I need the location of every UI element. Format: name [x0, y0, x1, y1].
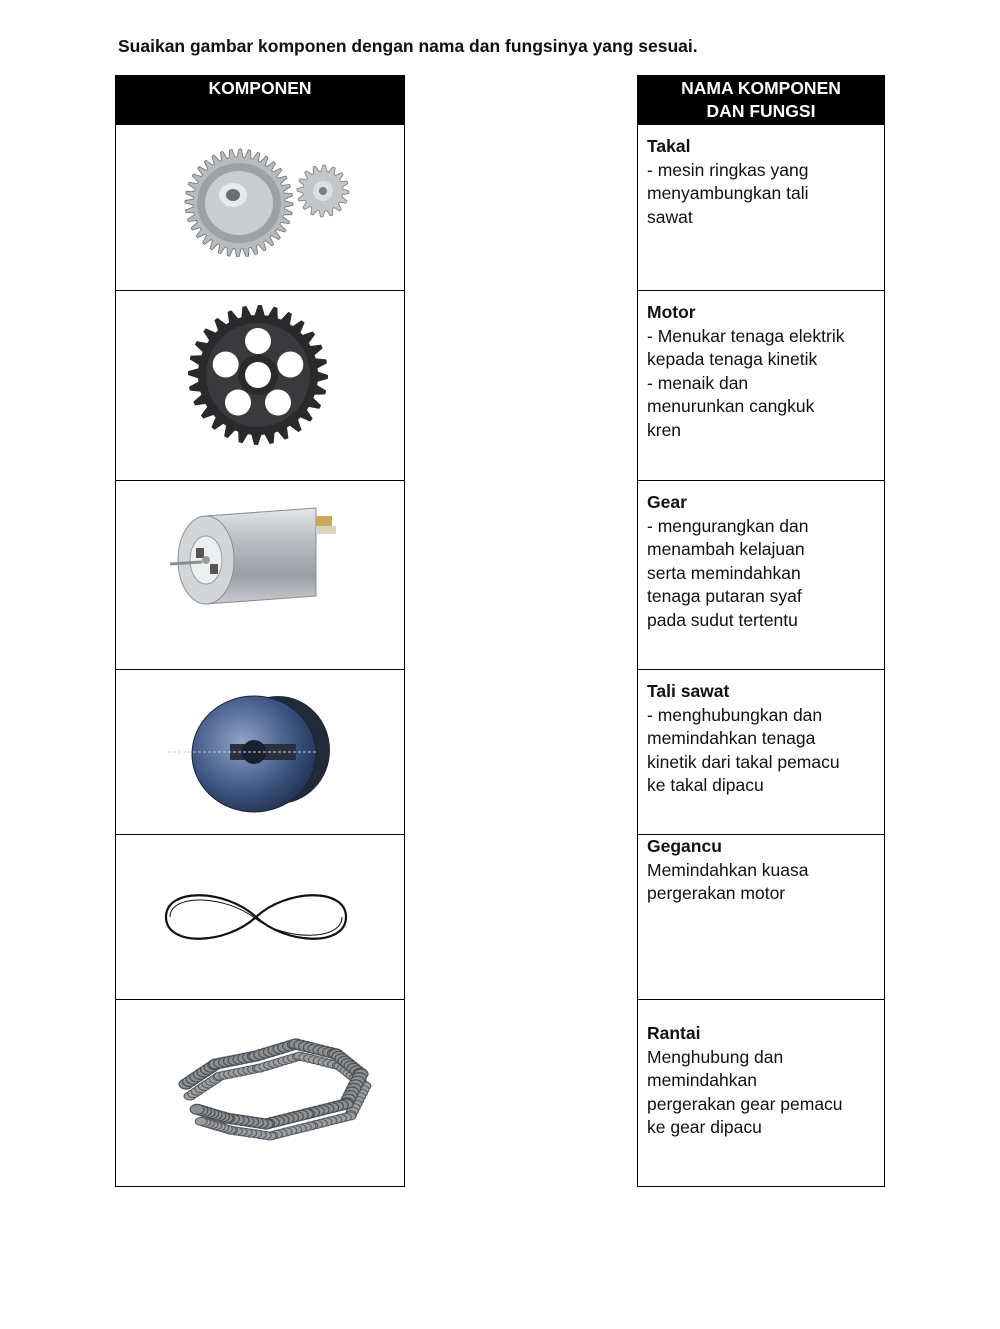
component-cell-2[interactable]	[116, 290, 404, 480]
sprocket-icon	[168, 303, 348, 453]
entry-cell-5[interactable]	[638, 834, 884, 999]
component-cell-5[interactable]	[116, 834, 404, 999]
entry-cell-1[interactable]	[638, 124, 884, 290]
belt-icon	[156, 877, 356, 957]
entry-description: - mengurangkan dan menambah kelajuan serta memindahkan tenaga putaran syaf pada sudut tertentu	[647, 515, 809, 630]
entry-description: Menghubung dan memindahkan pergerakan gear pemacu ke gear dipacu	[647, 1046, 843, 1137]
entry-name: Takal	[647, 136, 691, 156]
header-line-2: DAN FUNGSI	[706, 101, 816, 121]
name-function-header	[638, 76, 884, 124]
gear-pair-icon	[161, 147, 361, 257]
chain-icon	[146, 1014, 386, 1154]
entry-name: Tali sawat	[647, 681, 730, 701]
instruction-text: Suaikan gambar komponen dengan nama dan fungsinya yang sesuai.	[118, 36, 698, 56]
entry-description: - menghubungkan dan memindahkan tenaga kinetik dari takal pemacu ke takal dipacu	[647, 704, 840, 795]
component-cell-6[interactable]	[116, 999, 404, 1187]
component-cell-3[interactable]	[116, 480, 404, 669]
header-line-1: NAMA KOMPONEN	[681, 78, 841, 98]
motor-icon	[166, 496, 356, 616]
entry-cell-3[interactable]	[638, 480, 884, 669]
component-header	[116, 76, 404, 124]
name-function-column	[637, 75, 885, 1187]
entry-name: Motor	[647, 302, 696, 322]
component-cell-1[interactable]	[116, 124, 404, 290]
pulley-icon	[168, 688, 348, 818]
entry-description: - mesin ringkas yang menyambungkan tali sawat	[647, 159, 809, 227]
entry-description: - Menukar tenaga elektrik kepada tenaga kinetik - menaik dan menurunkan cangkuk kren	[647, 325, 845, 440]
entry-cell-6[interactable]	[638, 999, 884, 1187]
component-column	[115, 75, 405, 1187]
entry-name: Gegancu	[647, 836, 722, 856]
component-header-label: KOMPONEN	[208, 78, 312, 98]
entry-name: Gear	[647, 492, 687, 512]
entry-cell-2[interactable]	[638, 290, 884, 480]
entry-name: Rantai	[647, 1023, 701, 1043]
entry-cell-4[interactable]	[638, 669, 884, 834]
component-cell-4[interactable]	[116, 669, 404, 834]
entry-description: Memindahkan kuasa pergerakan motor	[647, 859, 809, 903]
